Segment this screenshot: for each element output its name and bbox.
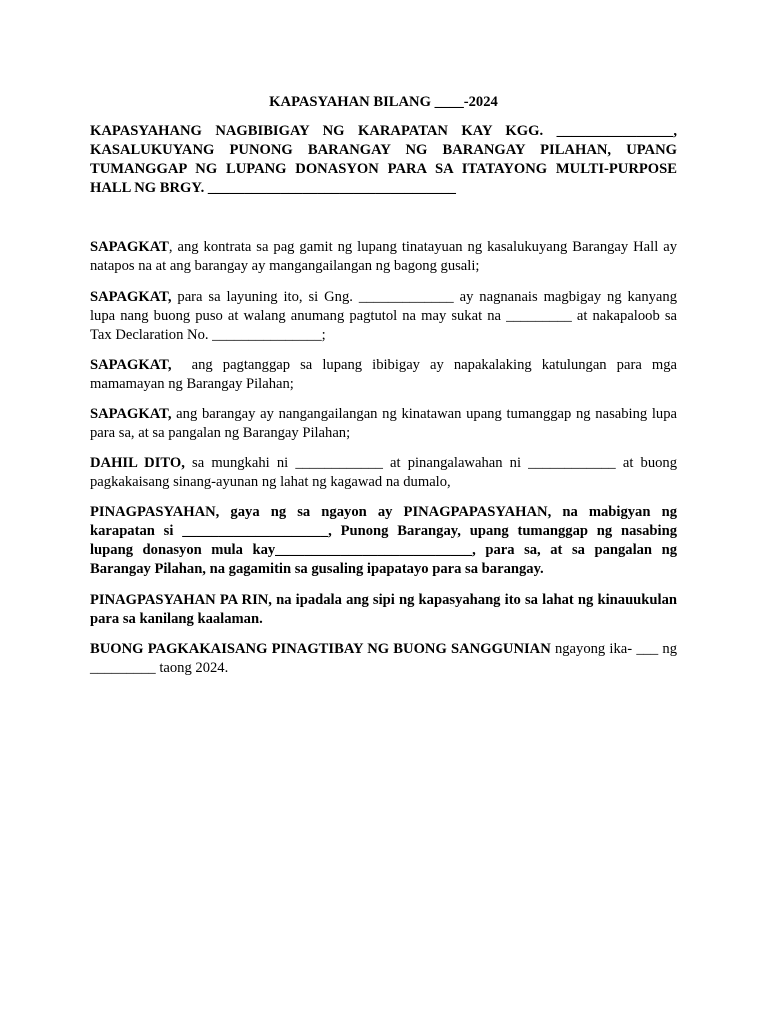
paragraph-lead: SAPAGKAT,: [90, 289, 172, 305]
paragraph-text: ngayong ika- ___ ng _________ taong 2024.: [90, 641, 677, 676]
paragraph-lead: PINAGPASYAHAN, gaya ng sa ngayon ay PINAGPAPASYAHAN, na mabigyan ng karapatan si ____________________, Punong Barangay, upang tumanggap ng nasabing lupang donasyon mula kay___________________________, para sa, at sa pangalan ng Barangay Pilahan, na gagamitin sa gusaling ipapatayo para sa barangay.: [90, 504, 677, 577]
paragraph-lead: BUONG PAGKAKAISANG PINAGTIBAY NG BUONG SANGGUNIAN: [90, 641, 551, 657]
paragraph-text: ang pagtanggap sa lupang ibibigay ay napakalaking katulungan para mga mamamayan ng Barangay Pilahan;: [90, 357, 681, 392]
resolution-title: KAPASYAHAN BILANG ____-2024: [269, 94, 498, 110]
whereas-paragraph-3: [90, 356, 681, 394]
whereas-paragraph-1: [90, 238, 677, 276]
resolution-heading: KAPASYAHANG NAGBIBIGAY NG KARAPATAN KAY KGG. ________________, KASALUKUYANG PUNONG BARANGAY NG BARANGAY PILAHAN, UPANG TUMANGGAP NG LUPANG DONASYON PARA SA ITATAYONG MULTI-PURPOSE HALL NG BRGY. __________________________________: [90, 123, 677, 196]
approval-paragraph: [90, 640, 677, 678]
paragraph-text: para sa layuning ito, si Gng. _____________ ay nagnanais magbigay ng kanyang lupa nang buong puso at walang anumang pagtutol na may sukat na _________ at nakapaloob sa Tax Declaration No. _______________;: [90, 289, 677, 343]
paragraph-text: ang barangay ay nangangailangan ng kinatawan upang tumanggap ng nasabing lupa para sa, at sa pangalan ng Barangay Pilahan;: [90, 406, 677, 441]
paragraph-lead: SAPAGKAT,: [90, 406, 172, 422]
paragraph-lead: SAPAGKAT,: [90, 357, 172, 373]
whereas-paragraph-4: [90, 405, 677, 443]
paragraph-text: , ang kontrata sa pag gamit ng lupang tinatayuan ng kasalukuyang Barangay Hall ay natapos na at ang barangay ay mangangailangan ng bagong gusali;: [90, 239, 677, 274]
resolved-paragraph: [90, 503, 677, 579]
whereas-paragraph-2: [90, 288, 677, 345]
resolved-further-paragraph: [90, 591, 677, 629]
paragraph-lead: PINAGPASYAHAN PA RIN, na ipadala ang sipi ng kapasyahang ito sa lahat ng kinauukulan para sa kanilang kaalaman.: [90, 592, 677, 627]
therefore-paragraph: [90, 454, 677, 492]
paragraph-text: sa mungkahi ni ____________ at pinangalawahan ni ____________ at buong pagkakaisang sinang-ayunan ng lahat ng kagawad na dumalo,: [90, 455, 678, 490]
paragraph-lead: DAHIL DITO,: [90, 455, 185, 471]
paragraph-lead: SAPAGKAT: [90, 239, 169, 255]
